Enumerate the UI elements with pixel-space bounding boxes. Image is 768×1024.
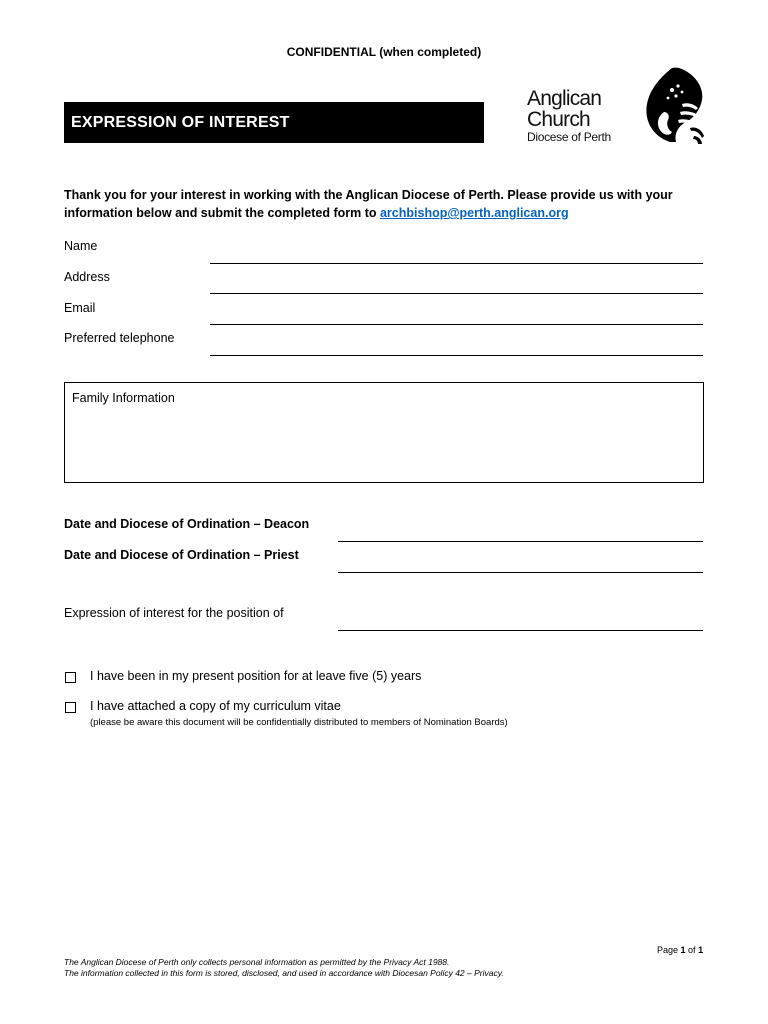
page-prefix: Page — [657, 945, 681, 955]
privacy-footer — [64, 957, 504, 979]
form-title: EXPRESSION OF INTEREST — [64, 102, 484, 143]
intro-body: Thank you for your interest in working with the Anglican Diocese of Perth. Please provide us with your information below and submit the completed form to — [64, 188, 673, 220]
flame-icon — [642, 66, 706, 144]
logo-line-church: Church — [527, 108, 590, 131]
deacon-ordination-field[interactable] — [338, 541, 703, 542]
curriculum-vitae-checkbox[interactable] — [65, 702, 76, 713]
present-position-checkbox[interactable] — [65, 672, 76, 683]
logo-wordmark — [527, 88, 611, 144]
logo-line-diocese: Diocese of Perth — [527, 130, 611, 144]
present-position-label: I have been in my present position for at leave five (5) years — [90, 669, 422, 683]
page-of: of — [685, 945, 699, 955]
family-information-box[interactable] — [64, 382, 704, 483]
priest-ordination-field[interactable] — [338, 572, 703, 573]
address-label: Address — [64, 270, 110, 284]
privacy-footer-line1: The Anglican Diocese of Perth only collects personal information as permitted by the Privacy Act 1988. — [64, 957, 450, 967]
page-current: 1 — [680, 945, 686, 955]
name-field[interactable] — [210, 263, 703, 264]
position-label: Expression of interest for the position of — [64, 606, 284, 620]
deacon-ordination-label: Date and Diocese of Ordination – Deacon — [64, 517, 310, 531]
email-label: Email — [64, 301, 96, 315]
telephone-label: Preferred telephone — [64, 331, 175, 345]
priest-ordination-label: Date and Diocese of Ordination – Priest — [64, 548, 299, 562]
curriculum-vitae-label: I have attached a copy of my curriculum vitae — [90, 699, 341, 713]
distribution-note: (please be aware this document will be confidentially distributed to members of Nomination Boards) — [90, 717, 508, 728]
telephone-field[interactable] — [210, 355, 703, 356]
page-total: 1 — [698, 945, 704, 955]
contact-email-link[interactable]: archbishop@perth.anglican.org — [379, 206, 569, 220]
family-information-label: Family Information — [72, 391, 175, 405]
privacy-footer-line2: The information collected in this form is stored, disclosed, and used in accordance with Diocesan Policy 42 – Privacy. — [64, 968, 504, 978]
page-number — [657, 945, 703, 955]
position-field[interactable] — [338, 630, 703, 631]
confidential-note: CONFIDENTIAL (when completed) — [286, 45, 482, 59]
email-field[interactable] — [210, 324, 703, 325]
logo-line-anglican: Anglican — [527, 87, 602, 110]
name-label: Name — [64, 239, 98, 253]
address-field[interactable] — [210, 293, 703, 294]
intro-text — [64, 186, 714, 222]
